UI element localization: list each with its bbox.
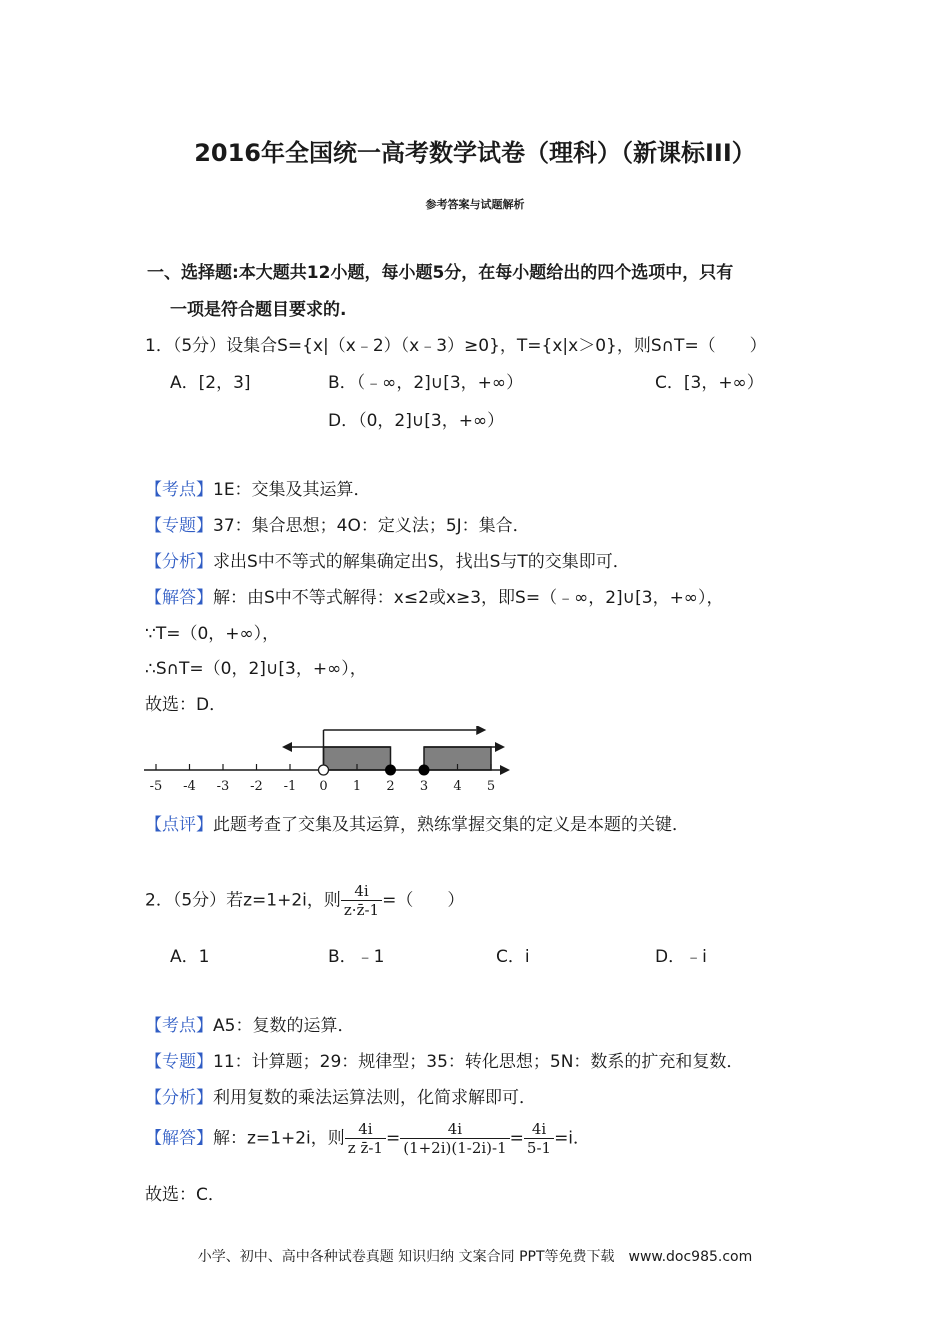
tick-label: 2 — [386, 779, 395, 794]
q2-fraction-1-num: 4i — [358, 1120, 373, 1138]
q1-fenxi-tag: 【分析】 — [145, 552, 213, 572]
section-heading-line2: 一项是符合题目要求的. — [170, 300, 347, 320]
q2-jieda-tag: 【解答】 — [145, 1128, 213, 1149]
q1-jieda-text: 解：由S中不等式解得：x≤2或x≥3，即S=（﹣∞，2]∪[3，+∞）， — [213, 588, 724, 608]
q2-option-c: C．i — [496, 947, 530, 967]
q1-dianping-text: 此题考查了交集及其运算，熟练掌握交集的定义是本题的关键． — [213, 815, 689, 835]
q2-stem — [145, 882, 464, 919]
q2-fraction-2-num: 4i — [447, 1120, 463, 1138]
q2-jieda-post: =i． — [554, 1128, 591, 1149]
q2-zhuanti-text: 11：计算题；29：规律型；35：转化思想；5N：数系的扩充和复数． — [213, 1052, 744, 1072]
tick-label: -1 — [283, 779, 297, 794]
tick-label: 3 — [419, 779, 429, 794]
q1-zhuanti-tag: 【专题】 — [145, 516, 213, 536]
tick-label: -4 — [183, 779, 196, 794]
section-heading-line1: 一、选择题:本大题共12小题，每小题5分，在每小题给出的四个选项中，只有 — [147, 263, 734, 283]
q1-option-a: A．[2，3] — [170, 373, 251, 393]
tick-label: 1 — [352, 779, 362, 794]
q1-step2: ∴S∩T=（0，2]∪[3，+∞）， — [145, 659, 367, 679]
footer-text: 小学、初中、高中各种试卷真题 知识归纳 文案合同 PPT等免费下载 www.doc985.com — [197, 1249, 753, 1265]
tick-label: 5 — [486, 779, 496, 794]
arrow-head-s-left — [282, 742, 292, 752]
q2-fraction-2 — [400, 1120, 509, 1157]
q2-fenxi-text: 利用复数的乘法运算法则，化简求解即可． — [213, 1088, 536, 1108]
q2-fraction-1 — [345, 1120, 386, 1157]
q1-kaodian-tag: 【考点】 — [145, 480, 213, 500]
tick-label: 0 — [319, 779, 328, 794]
arrow-head-t — [476, 726, 486, 735]
q1-zhuanti — [145, 511, 530, 536]
q2-stem-fraction — [341, 882, 382, 919]
page-title: 2016年全国统一高考数学试卷（理科）（新课标III） — [194, 139, 756, 167]
q1-choose: 故选：D． — [145, 695, 227, 715]
q1-zhuanti-text: 37：集合思想；4O：定义法；5J：集合． — [213, 516, 530, 536]
closed-point — [419, 765, 430, 776]
q1-option-b: B．（﹣∞，2]∪[3，+∞） — [328, 373, 524, 393]
q2-fraction-3-num: 4i — [531, 1120, 547, 1138]
q2-option-b: B．﹣1 — [328, 947, 385, 967]
q1-dianping-tag: 【点评】 — [145, 815, 213, 835]
open-point — [319, 765, 329, 775]
q1-dianping — [145, 810, 689, 835]
number-line-axis-arrow — [500, 765, 510, 775]
q1-option-d: D．（0，2]∪[3，+∞） — [328, 411, 505, 431]
tick-label: -2 — [250, 779, 263, 794]
q2-fraction-1-den: z z̄-1 — [345, 1138, 386, 1157]
q2-fraction-2-den: (1+2i)(1-2i)-1 — [400, 1138, 509, 1157]
q2-fenxi — [145, 1083, 536, 1108]
q2-jieda-pre: 解：z=1+2i，则 — [213, 1128, 345, 1149]
q1-kaodian — [145, 475, 371, 500]
tick-label: 4 — [453, 779, 462, 794]
q1-fenxi — [145, 547, 630, 572]
q2-kaodian-text: A5：复数的运算． — [213, 1016, 355, 1036]
q1-fenxi-text: 求出S中不等式的解集确定出S，找出S与T的交集即可． — [213, 552, 630, 572]
q1-stem: 1．（5分）设集合S={x|（x﹣2）（x﹣3）≥0}，T={x|x＞0}，则S∩T=（ ） — [145, 336, 767, 356]
q2-fraction-3-den: 5-1 — [524, 1138, 554, 1157]
q1-option-c: C．[3，+∞） — [655, 373, 764, 393]
q1-kaodian-text: 1E：交集及其运算． — [213, 480, 371, 500]
q1-step1: ∵T=（0，+∞）， — [145, 624, 280, 644]
q2-stem-num: 4i — [354, 882, 369, 900]
number-line-figure — [140, 726, 520, 798]
q1-jieda — [145, 583, 723, 608]
q2-choose: 故选：C． — [145, 1185, 225, 1205]
q2-kaodian — [145, 1011, 354, 1036]
q2-jieda: 【解答】解：z=1+2i，则 $\frac{4i}{\text{z z̄-1}}$ = $\frac{4i}{(1+2i)(1-2i)-1}$ = $\frac{4i}{5-1}$ =i． — [145, 1120, 591, 1157]
arrow-head-s-right — [495, 742, 505, 752]
q2-fenxi-tag: 【分析】 — [145, 1088, 213, 1108]
q2-kaodian-tag: 【考点】 — [145, 1016, 213, 1036]
q2-stem-pre: 2．（5分）若z=1+2i，则 — [145, 890, 341, 911]
q1-jieda-tag: 【解答】 — [145, 588, 213, 608]
q2-zhuanti-tag: 【专题】 — [145, 1052, 213, 1072]
number-line-shading — [324, 747, 492, 770]
q2-option-d: D．﹣i — [655, 947, 707, 967]
q2-fraction-3 — [524, 1120, 554, 1157]
tick-label: -5 — [149, 779, 163, 794]
q2-zhuanti — [145, 1047, 743, 1072]
page-subtitle: 参考答案与试题解析 — [425, 198, 525, 211]
tick-label: -3 — [216, 779, 230, 794]
q2-option-a: A．1 — [170, 947, 210, 967]
q2-stem-den: z·z̄-1 — [341, 900, 382, 919]
q2-stem-post: =（ ） — [382, 890, 465, 911]
closed-point — [385, 765, 396, 776]
